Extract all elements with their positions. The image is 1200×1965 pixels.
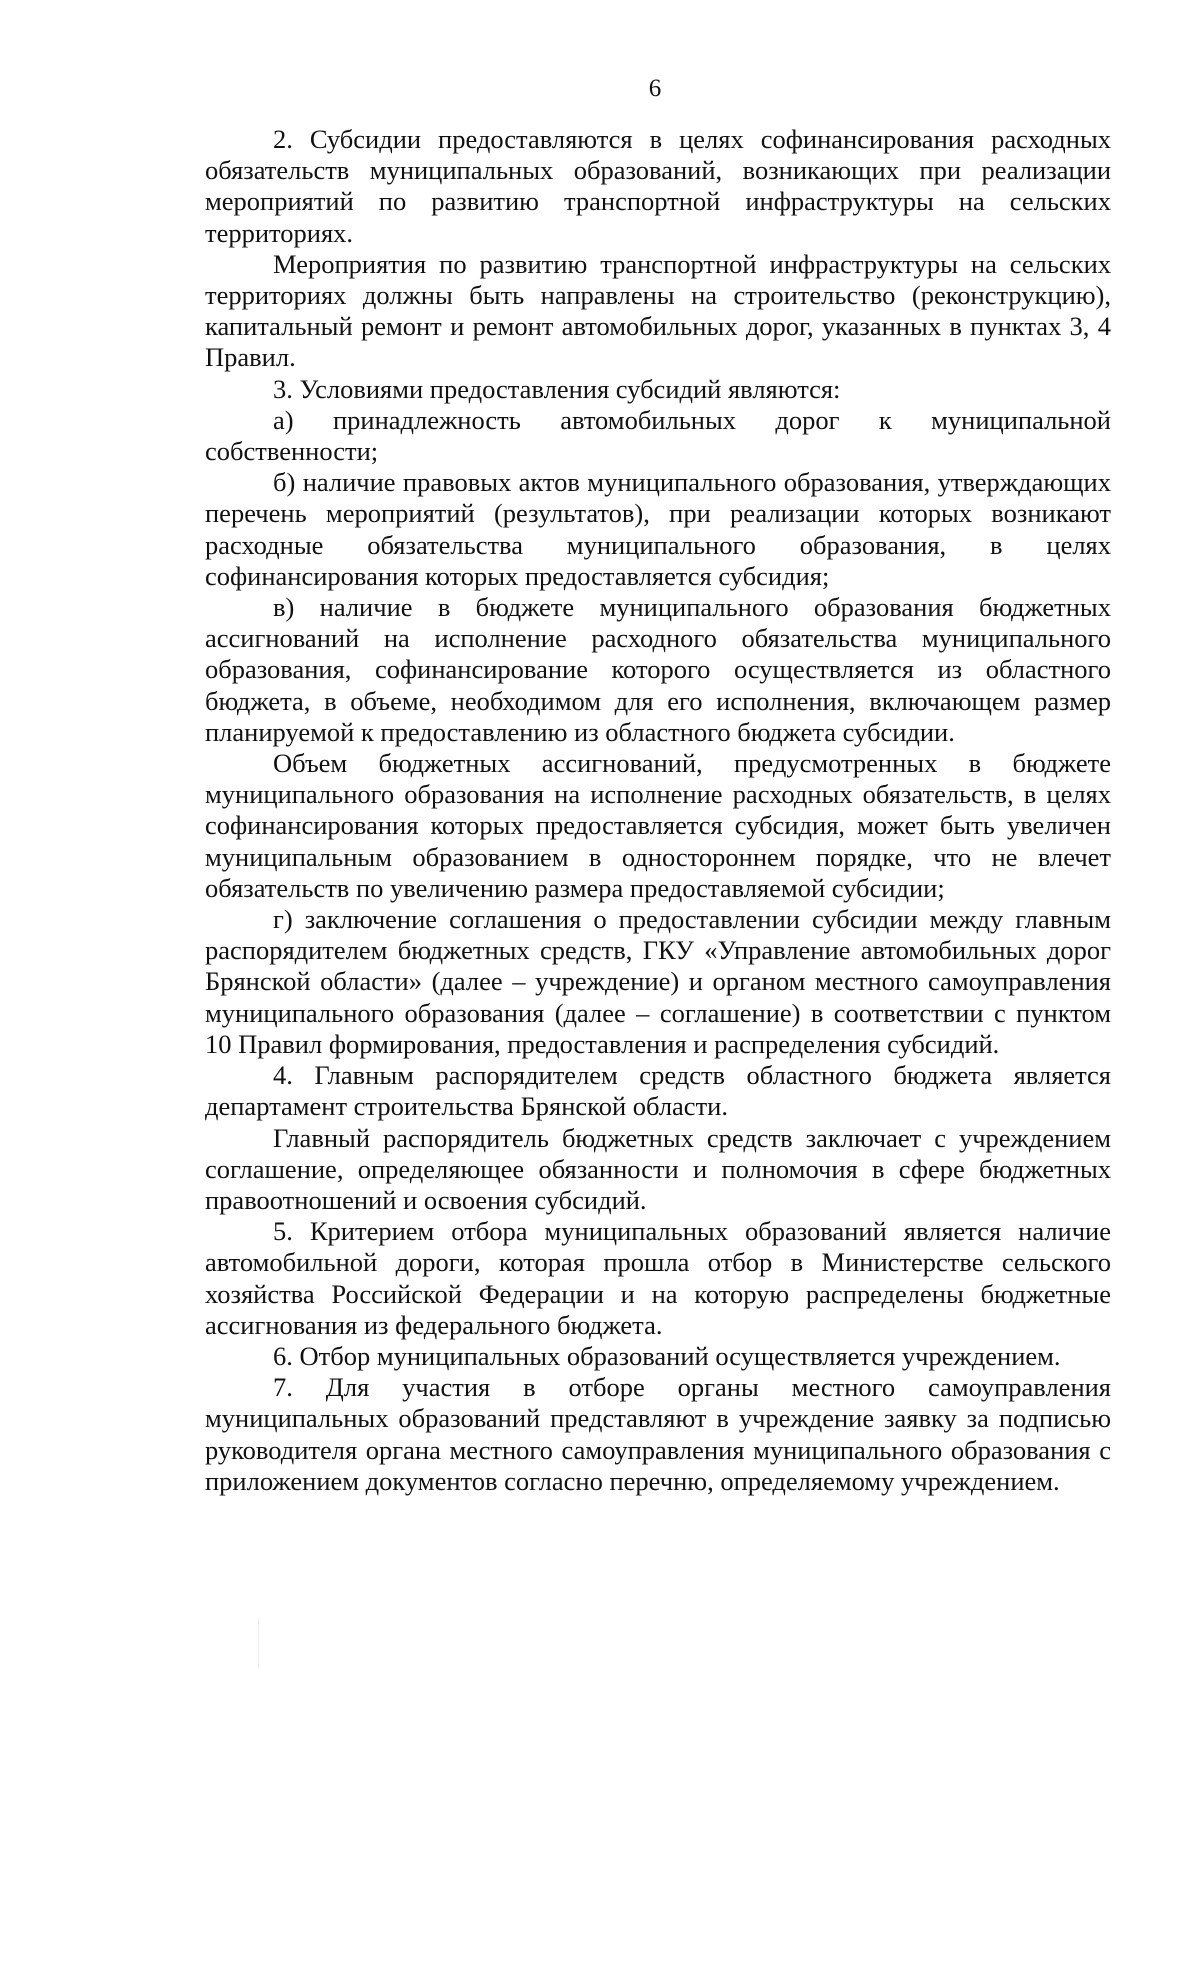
paragraph-3a-ownership: а) принадлежность автомобильных дорог к муниципальной собственности; (205, 404, 1111, 467)
document-body (205, 124, 1111, 1497)
paragraph-5-criterion: 5. Критерием отбора муниципальных образований является наличие автомобильной дороги, которая прошла отбор в Министерстве сельского хозяйства Российской Федерации и на которую распределены бюджетные ассигнования из федерального бюджета. (205, 1216, 1111, 1340)
paragraph-budget-volume: Объем бюджетных ассигнований, предусмотренных в бюджете муниципального образования на исполнение расходных обязательств, в целях софинансирования которых предоставляется субсидия, может быть увеличен муниципальным образованием в одностороннем порядке, что не влечет обязательств по увеличению размера предоставляемой субсидии; (205, 748, 1111, 903)
paragraph-4-main-administrator: 4. Главным распорядителем средств областного бюджета является департамент строительства Брянской области. (205, 1060, 1111, 1122)
paragraph-3-conditions: 3. Условиями предоставления субсидий являются: (273, 373, 841, 404)
paragraph-measures: Мероприятия по развитию транспортной инфраструктуры на сельских территориях должны быть направлены на строительство (реконструкцию), капитальный ремонт и ремонт автомобильных дорог, указанных в пунктах 3, 4 Правил. (205, 248, 1111, 373)
paragraph-7-application: 7. Для участия в отборе органы местного самоуправления муниципальных образований представляют в учреждение заявку за подписью руководителя органа местного самоуправления муниципального образования с приложением документов согласно перечню, определяемому учреждением. (205, 1372, 1111, 1496)
paragraph-2-subsidies-purpose: 2. Субсидии предоставляются в целях софинансирования расходных обязательств муниципальных образований, возникающих при реализации мероприятий по развитию транспортной инфраструктуры на сельских территориях. (205, 124, 1111, 248)
paragraph-3c-budget: в) наличие в бюджете муниципального образования бюджетных ассигнований на исполнение расходного обязательства муниципального образования, софинансирование которого осуществляется из областного бюджета, в объеме, необходимом для его исполнения, включающем размер планируемой к предоставлению из областного бюджета субсидии. (205, 592, 1111, 747)
paragraph-6-selection: 6. Отбор муниципальных образований осуществляется учреждением. (273, 1340, 1061, 1371)
page-number: 6 (648, 75, 662, 102)
scan-artifact-line (258, 1618, 259, 1668)
paragraph-administrator-agreement: Главный распорядитель бюджетных средств заключает с учреждением соглашение, определяющее обязанности и полномочия в сфере бюджетных правоотношений и освоения субсидий. (205, 1122, 1111, 1215)
paragraph-3d-agreement: г) заключение соглашения о предоставлении субсидии между главным распорядителем бюджетных средств, ГКУ «Управление автомобильных дорог Брянской области» (далее – учреждение) и органом местного самоуправления муниципального образования (далее – соглашение) в соответствии с пунктом 10 Правил формирования, предоставления и распределения субсидий. (205, 904, 1111, 1059)
paragraph-3b-legal-acts: б) наличие правовых актов муниципального образования, утверждающих перечень мероприятий (результатов), при реализации которых возникают расходные обязательства муниципального образования, в целях софинансирования которых предоставляется субсидия; (205, 467, 1111, 591)
